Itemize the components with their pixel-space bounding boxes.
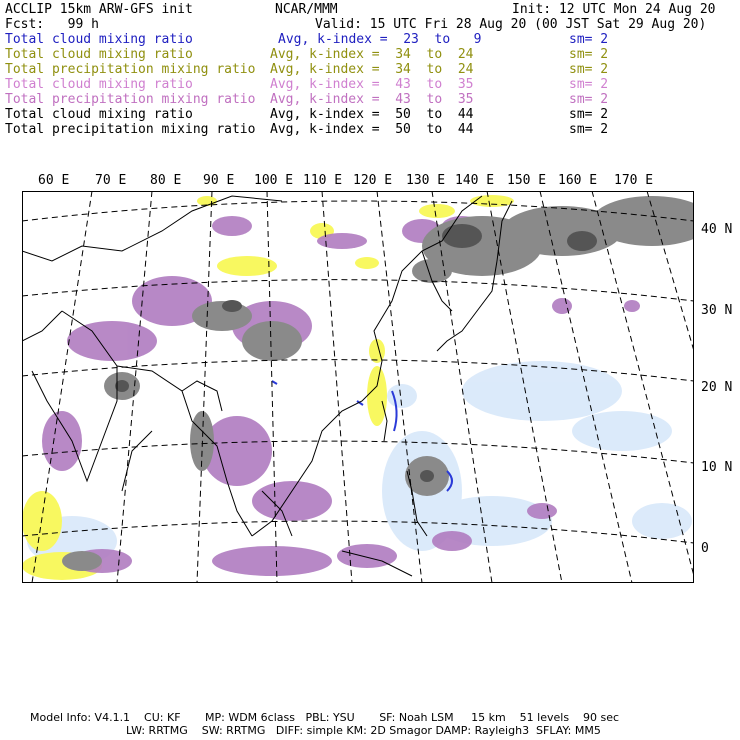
legend-sm: sm= 2 <box>569 122 609 137</box>
valid-time: Valid: 15 UTC Fri 28 Aug 20 (00 JST Sat 29 Aug 20) <box>315 17 707 32</box>
latitude-label: 20 N <box>701 380 733 395</box>
init-time: Init: 12 UTC Mon 24 Aug 20 <box>512 2 716 17</box>
longitude-label: 80 E <box>150 173 182 188</box>
forecast-hour: Fcst: 99 h <box>5 17 99 32</box>
legend-avg: Avg, k-index = 50 to 44 <box>270 122 474 137</box>
legend-field: Total cloud mixing ratio <box>5 77 193 92</box>
legend-sm: sm= 2 <box>569 77 609 92</box>
legend-avg: Avg, k-index = 23 to 9 <box>278 32 482 47</box>
latitude-label: 30 N <box>701 303 733 318</box>
model-info-line2: LW: RRTMG SW: RRTMG DIFF: simple KM: 2D Smagor DAMP: Rayleigh3 SFLAY: MM5 <box>126 724 601 737</box>
longitude-label: 130 E <box>406 173 446 188</box>
longitude-label: 60 E <box>38 173 70 188</box>
longitude-label: 150 E <box>507 173 547 188</box>
longitude-label: 70 E <box>95 173 127 188</box>
legend-sm: sm= 2 <box>569 92 609 107</box>
legend-avg: Avg, k-index = 34 to 24 <box>270 62 474 77</box>
legend-field: Total cloud mixing ratio <box>5 32 193 47</box>
latitude-label: 0 <box>701 541 709 556</box>
longitude-label: 140 E <box>455 173 495 188</box>
legend-sm: sm= 2 <box>569 47 609 62</box>
legend-avg: Avg, k-index = 34 to 24 <box>270 47 474 62</box>
longitude-label: 100 E <box>254 173 294 188</box>
legend-avg: Avg, k-index = 43 to 35 <box>270 77 474 92</box>
legend-field: Total precipitation mixing ratio <box>5 122 256 137</box>
latitude-label: 40 N <box>701 222 733 237</box>
legend-field: Total precipitation mixing ratio <box>5 92 256 107</box>
longitude-label: 160 E <box>558 173 598 188</box>
longitude-label: 90 E <box>203 173 235 188</box>
legend-avg: Avg, k-index = 50 to 44 <box>270 107 474 122</box>
latitude-label: 10 N <box>701 460 733 475</box>
model-title: ACCLIP 15km ARW-GFS init <box>5 2 193 17</box>
legend-avg: Avg, k-index = 43 to 35 <box>270 92 474 107</box>
longitude-label: 120 E <box>353 173 393 188</box>
longitude-label: 110 E <box>303 173 343 188</box>
legend-sm: sm= 2 <box>569 32 609 47</box>
legend-sm: sm= 2 <box>569 107 609 122</box>
model-info-line1: Model Info: V4.1.1 CU: KF MP: WDM 6class PBL: YSU SF: Noah LSM 15 km 51 levels 90 sec <box>30 711 620 724</box>
legend-field: Total cloud mixing ratio <box>5 47 193 62</box>
legend-sm: sm= 2 <box>569 62 609 77</box>
legend-field: Total precipitation mixing ratio <box>5 62 256 77</box>
map-panel <box>22 191 694 583</box>
org-label: NCAR/MMM <box>275 2 338 17</box>
legend-field: Total cloud mixing ratio <box>5 107 193 122</box>
longitude-label: 170 E <box>614 173 654 188</box>
